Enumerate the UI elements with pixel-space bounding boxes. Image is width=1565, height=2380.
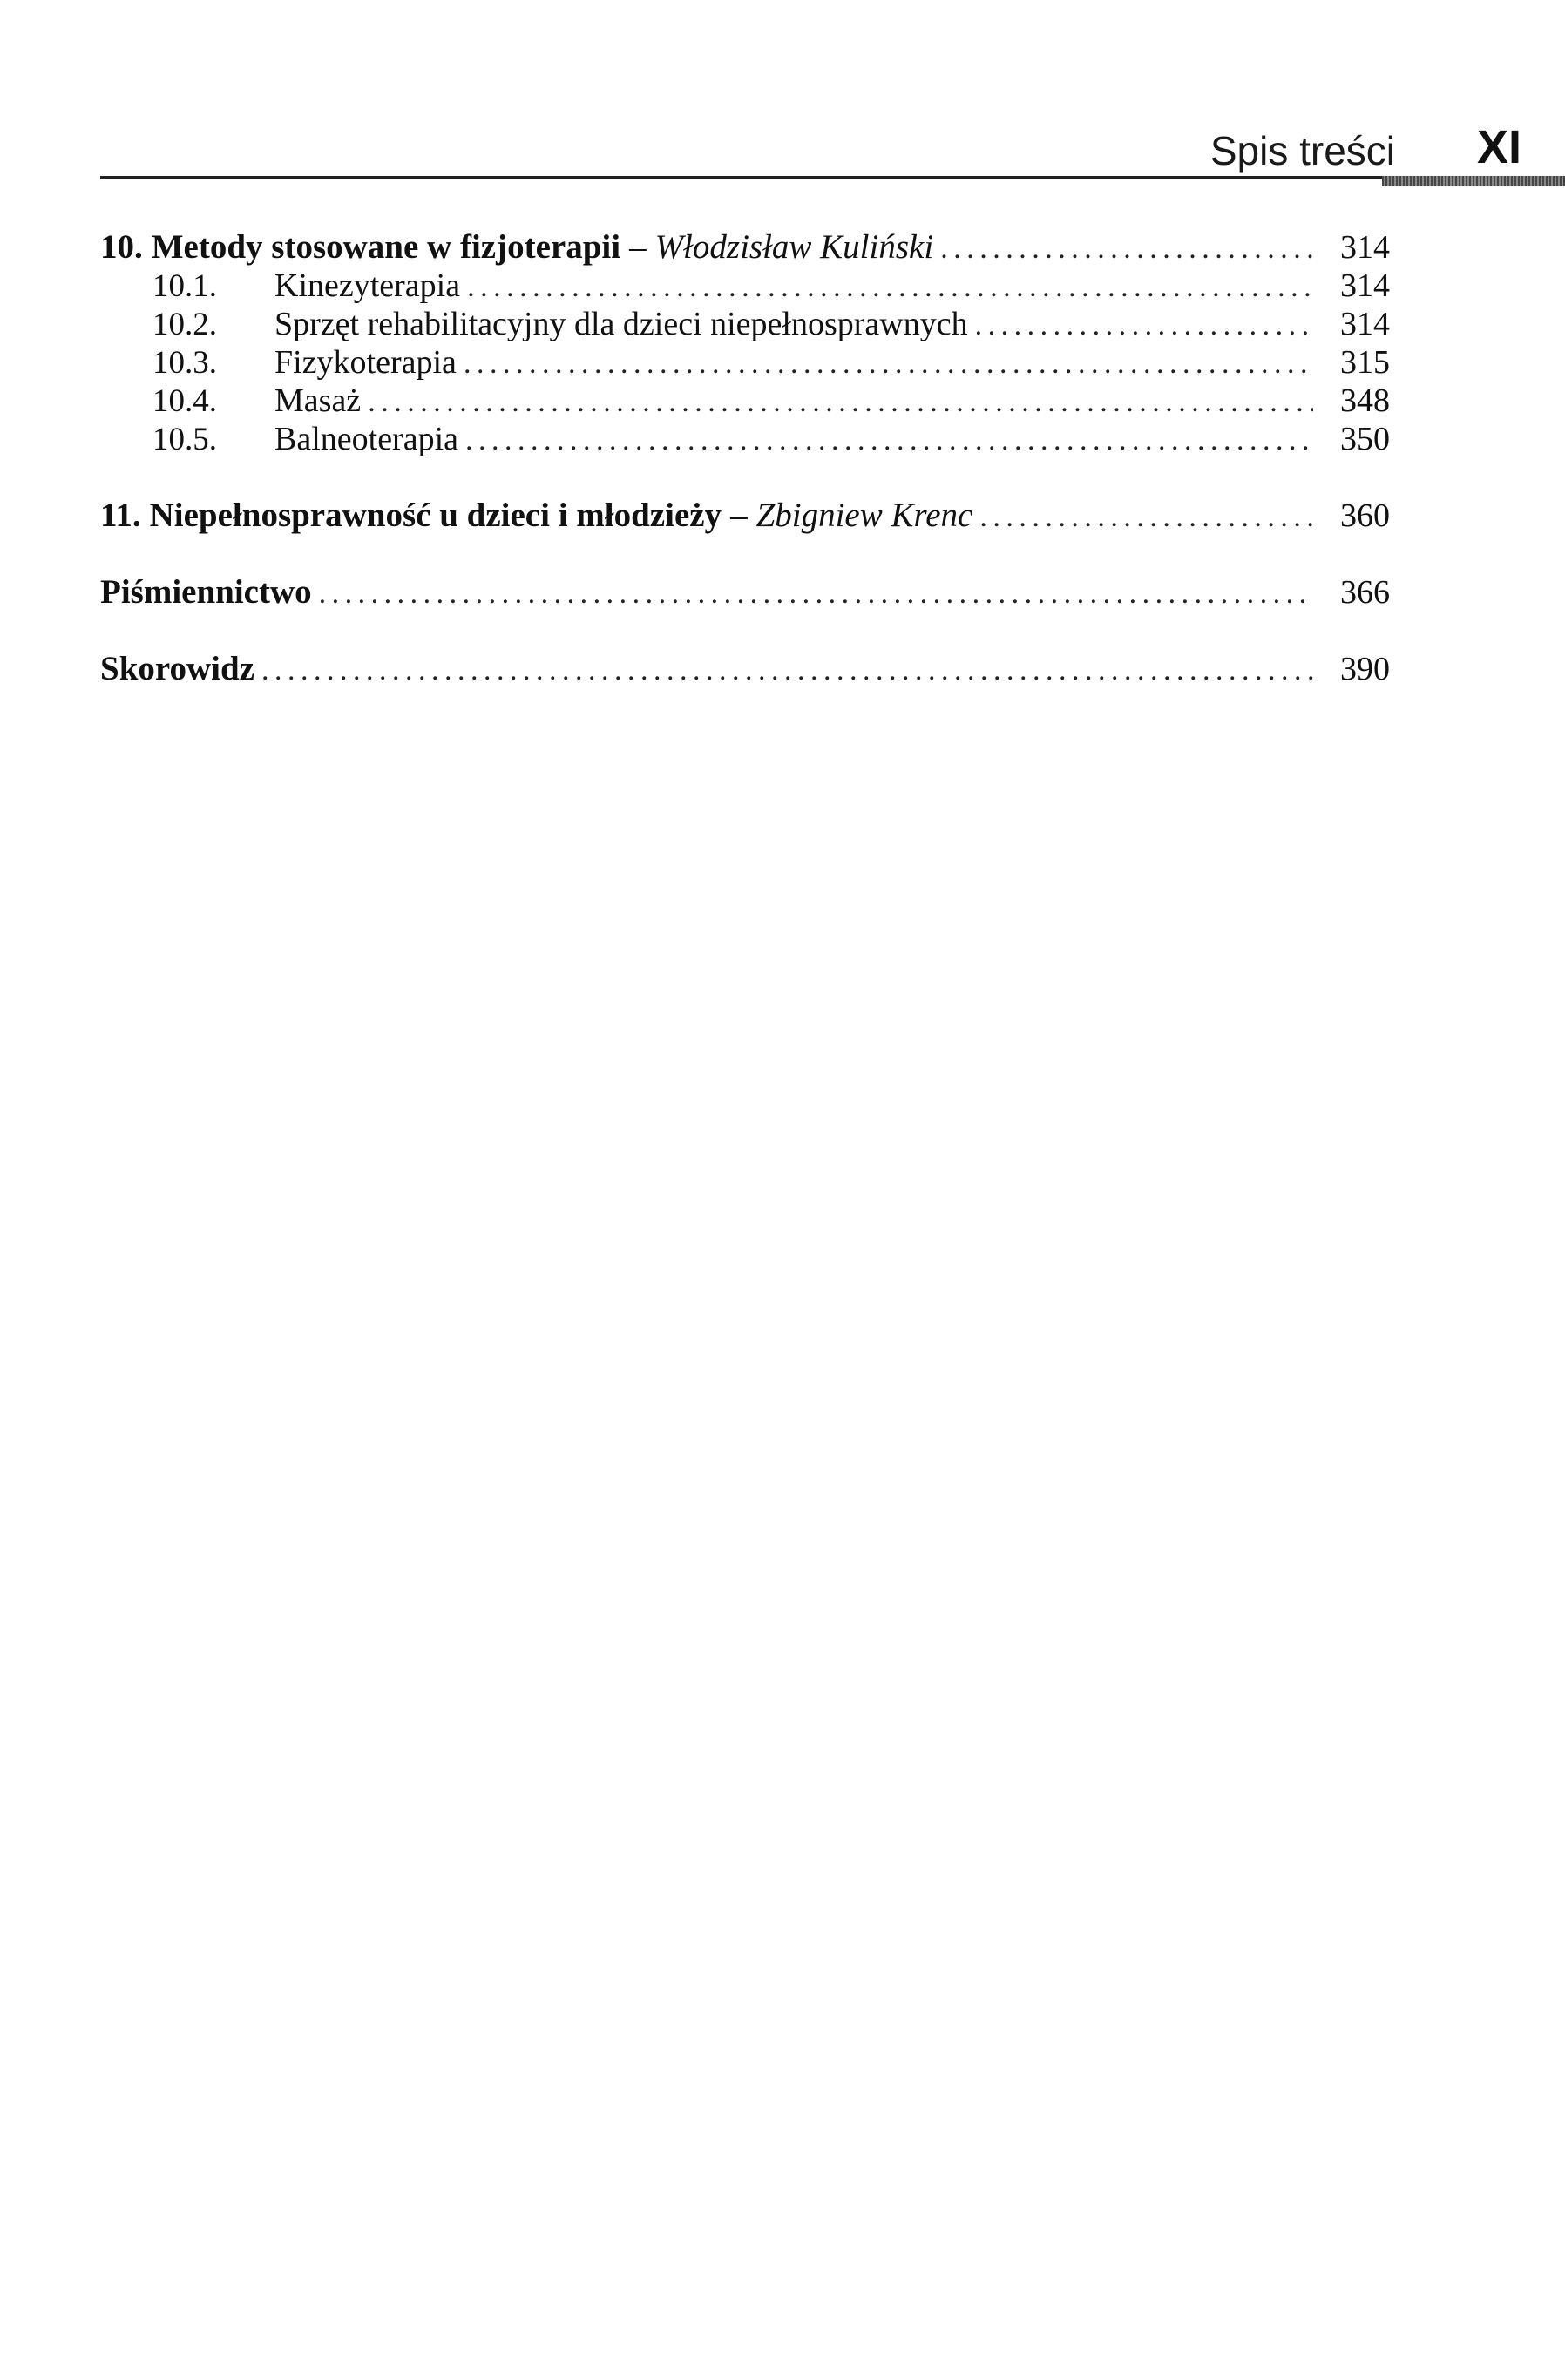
toc-entry-references	[100, 573, 1390, 612]
dot-leader	[467, 268, 1313, 307]
references-title: Piśmiennictwo	[100, 573, 312, 611]
dot-leader	[319, 575, 1313, 613]
chapter-title: Niepełnosprawność u dzieci i młodzieży	[149, 497, 722, 534]
toc-entry-10-4	[100, 382, 1390, 420]
toc-entry-10-2	[100, 305, 1390, 343]
spacer	[100, 612, 1390, 650]
dot-leader	[261, 652, 1313, 690]
toc-entry-10-1	[100, 267, 1390, 305]
chapter-author: Zbigniew Krenc	[755, 497, 973, 534]
section-number: 10.2.	[152, 307, 217, 342]
toc-entry-index	[100, 650, 1390, 688]
header-rule	[100, 176, 1565, 179]
toc-entry-chapter-10	[100, 228, 1390, 267]
chapter-number: 11.	[100, 497, 141, 534]
section-title: Sprzęt rehabilitacyjny dla dzieci niepełnosprawnych	[274, 306, 968, 342]
dot-leader	[975, 307, 1313, 345]
header-rule-accent	[1382, 176, 1565, 186]
page-number: XI	[1476, 121, 1521, 173]
index-title: Skorowidz	[100, 650, 254, 687]
toc-entry-10-5	[100, 420, 1390, 458]
title-author-separator: –	[730, 497, 748, 534]
references-page: 366	[1340, 574, 1390, 611]
section-title: Masaż	[274, 382, 362, 419]
running-head-title: Spis treści	[1209, 128, 1395, 173]
dot-leader	[979, 498, 1313, 537]
section-number: 10.1.	[152, 268, 217, 304]
page-header	[100, 120, 1565, 190]
chapter-number: 10.	[100, 228, 143, 266]
section-page: 348	[1340, 382, 1390, 419]
section-title: Fizykoterapia	[274, 344, 457, 381]
section-title: Kinezyterapia	[274, 267, 461, 304]
section-page: 350	[1340, 421, 1390, 457]
index-page: 390	[1340, 651, 1390, 687]
spacer	[100, 535, 1390, 573]
section-page: 314	[1340, 306, 1390, 342]
table-of-contents	[100, 228, 1390, 688]
dot-leader	[940, 230, 1313, 268]
section-page: 315	[1340, 344, 1390, 381]
chapter-title: Metody stosowane w fizjoterapii	[151, 228, 621, 266]
chapter-page: 360	[1340, 497, 1390, 534]
section-number: 10.4.	[152, 383, 217, 419]
toc-entry-chapter-11	[100, 497, 1390, 535]
section-number: 10.5.	[152, 422, 217, 457]
dot-leader	[464, 345, 1313, 383]
section-number: 10.3.	[152, 345, 217, 381]
toc-entry-10-3	[100, 343, 1390, 382]
chapter-author: Włodzisław Kuliński	[654, 228, 934, 266]
dot-leader	[368, 383, 1313, 422]
section-title: Balneoterapia	[274, 421, 459, 457]
section-page: 314	[1340, 267, 1390, 304]
title-author-separator: –	[629, 228, 647, 266]
dot-leader	[465, 422, 1313, 460]
spacer	[100, 458, 1390, 497]
chapter-page: 314	[1340, 229, 1390, 266]
